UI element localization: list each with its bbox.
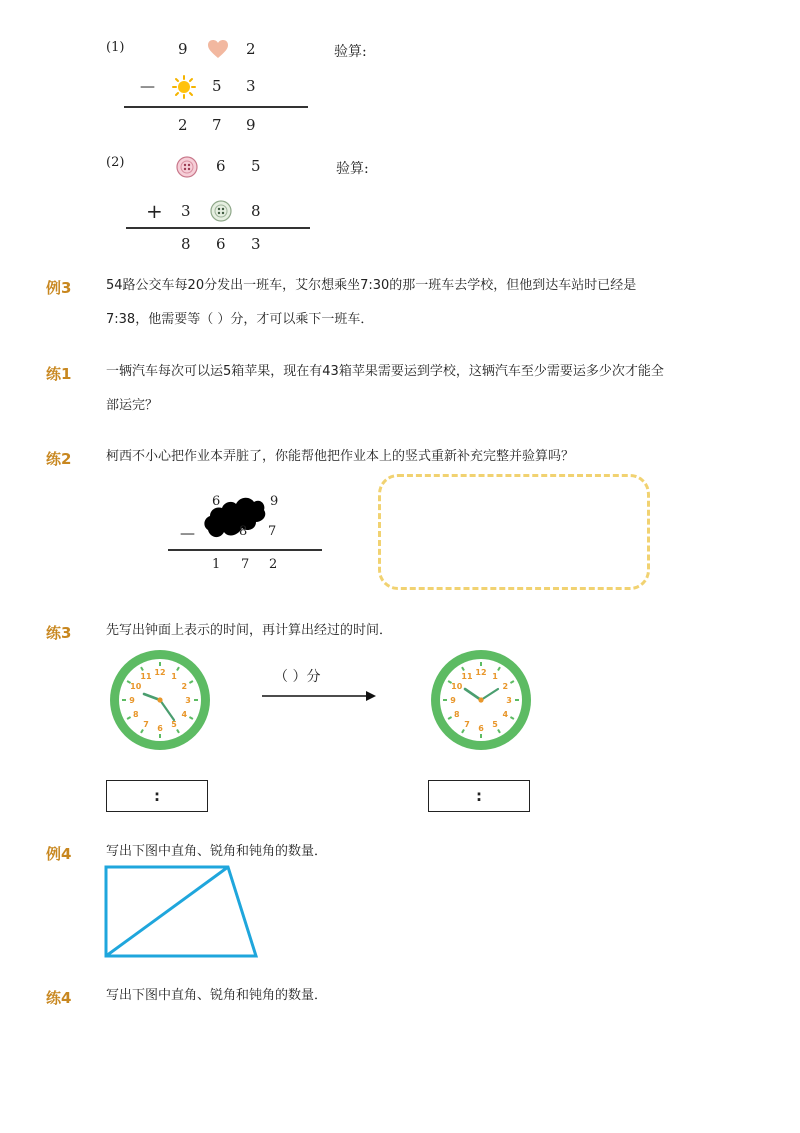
practice-2-text: 柯西不小心把作业本弄脏了，你能帮他把作业本上的竖式重新补充完整并验算吗？ [106,449,575,464]
clock-number: 6 [478,724,484,733]
digit: 3 [246,77,256,95]
arrow-label: （ ）分 [274,669,321,685]
clock-center [157,697,162,702]
digit: 7 [212,116,222,134]
practice-1-line-2: 部运完？ [106,398,159,413]
sun-icon [172,75,196,103]
digit: 6 [212,494,221,509]
plus-operator: + [146,199,163,223]
clock-number: 7 [464,720,470,730]
practice-4-text: 写出下图中直角、锐角和钝角的数量． [106,988,328,1003]
clock-number: 6 [157,724,163,733]
clock-number: 12 [154,668,166,677]
digit: 2 [178,116,188,134]
clock-number: 11 [140,671,152,681]
clock-number: 4 [502,710,509,719]
digit: 9 [178,40,188,58]
clock-number: 11 [461,671,473,681]
clock-number: 2 [502,682,509,691]
clock-center [478,697,483,702]
practice-1-line-1: 一辆汽车每次可以运5箱苹果，现在有43箱苹果需要运到学校，这辆汽车至少需要运多少次才能全 [106,364,664,379]
clock-number: 3 [185,696,191,705]
digit: 7 [268,524,277,539]
example-3-line-2: 7:38，他需要等（ ）分，才可以乘下一班车． [106,312,374,327]
problem-1-index: (1) [106,40,125,55]
clock-number: 7 [143,720,149,730]
verify-label: 验算: [336,161,369,177]
clock-number: 1 [171,671,177,681]
digit: 6 [216,235,226,253]
clock-number: 8 [453,710,460,719]
clock-number: 9 [450,696,456,705]
digit: 5 [251,157,261,175]
digit: 5 [212,77,222,95]
example-3-label: 例3 [46,279,72,297]
clock-number: 5 [171,720,177,730]
divider-line [126,227,310,229]
practice-3-text: 先写出钟面上表示的时间，再计算出经过的时间． [106,623,393,638]
clock-right [427,646,535,754]
clock-number: 1 [492,671,498,681]
digit: 2 [269,557,278,572]
digit: 8 [239,524,248,539]
practice-4-label: 练4 [46,989,72,1007]
button-red-icon [176,156,198,182]
minus-operator: — [180,524,195,542]
digit: 9 [246,116,256,134]
clock-number: 8 [132,710,139,719]
minus-operator: — [140,77,155,95]
clock-number: 12 [475,668,487,677]
clock-number: 2 [181,682,188,691]
verify-label: 验算: [334,44,367,60]
digit: 8 [251,202,261,220]
digit: 3 [251,235,261,253]
digit: 8 [181,235,191,253]
clock-number: 3 [506,696,512,705]
clock-number: 4 [181,710,188,719]
button-green-icon [210,200,232,226]
digit: 6 [216,157,226,175]
ink-blot-icon [200,490,268,546]
clock-number: 5 [492,720,498,730]
digit: 3 [181,202,191,220]
example-4-label: 例4 [46,845,72,863]
clock-number: 9 [129,696,135,705]
clock-number: 10 [130,682,142,691]
problem-2-index: (2) [106,155,125,170]
digit: 7 [241,557,250,572]
heart-icon [207,39,229,63]
arrow-icon [260,689,380,703]
time-answer-box-left[interactable]: : [106,780,208,812]
clock-number: 10 [451,682,463,691]
time-answer-box-right[interactable]: : [428,780,530,812]
divider-line [168,549,322,551]
practice-2-label: 练2 [46,450,72,468]
digit: 1 [212,557,221,572]
practice-1-label: 练1 [46,365,72,383]
example-3-line-1: 54路公交车每20分发出一班车，艾尔想乘坐7:30的那一班车去学校，但他到达车站时已经是 [106,278,637,293]
example-4-text: 写出下图中直角、锐角和钝角的数量． [106,844,328,859]
digit: 9 [270,494,279,509]
digit: 2 [246,40,256,58]
practice-3-label: 练3 [46,624,72,642]
verification-answer-area[interactable] [378,474,650,590]
trapezoid-figure [102,863,264,961]
clock-left [106,646,214,754]
divider-line [124,106,308,108]
